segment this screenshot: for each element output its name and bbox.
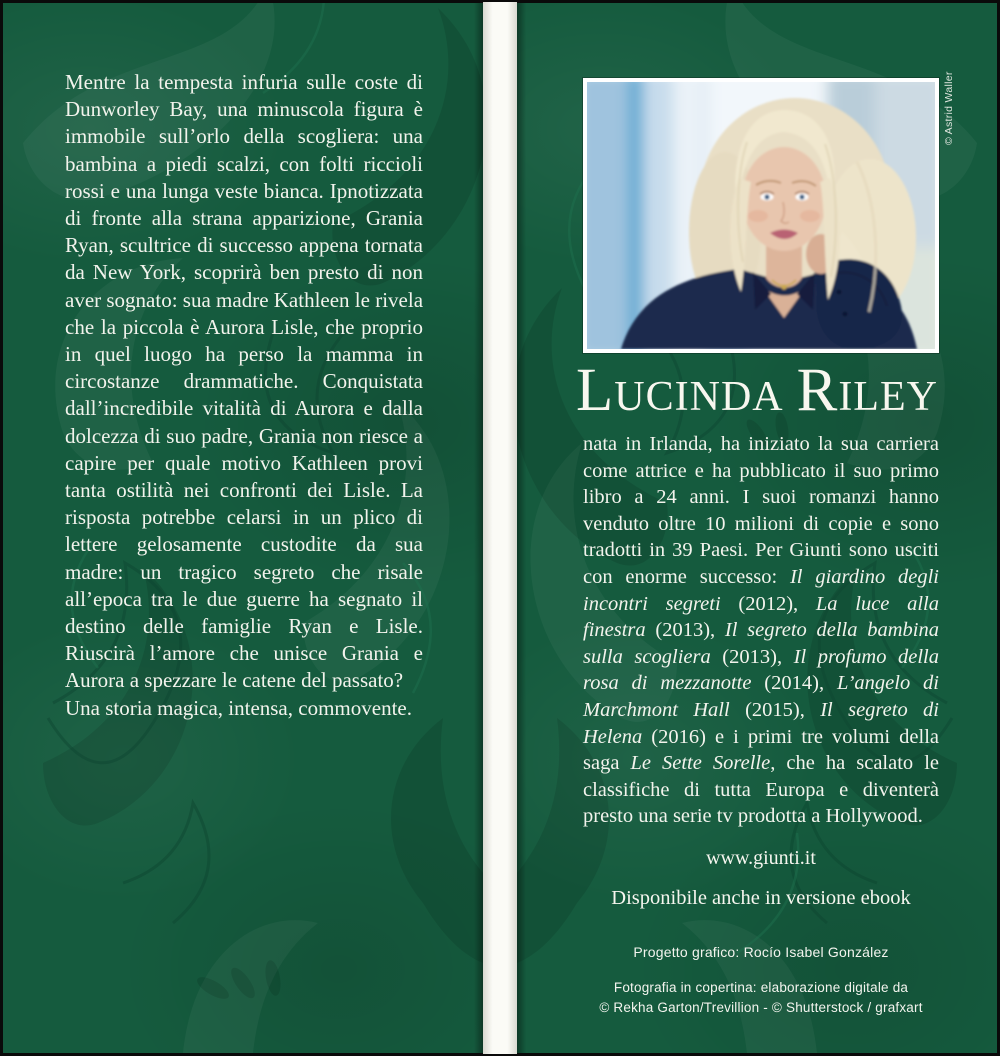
synopsis-text: Mentre la tempesta infuria sulle coste di Dunworley Bay, una minuscola figura è immobile sull’orlo della scogliera: una bambina a piedi scalzi, con folti riccioli rossi e una lunga veste bianca. Ipnotizzata di fronte alla strana apparizione, Grania Ryan, scultrice di successo appena tornata da New York, scoprirà ben presto di non aver sognato: sua madre Kathleen le rivela che la piccola è Aurora Lisle, che proprio in quel luogo ha perso la mamma in circostanze drammatiche. Conquistata dall’incredibile vitalità di Aurora e dalla dolcezza di suo padre, Grania non riesce a capire per quale motivo Kathleen provi tanta ostilità nei confronti dei Lisle. La risposta potrebbe celarsi in un plico di lettere gelosamente custodite da sua madre: un tragico segreto che risale all’epoca tra le due guerre ha segnato il destino delle famiglie Ryan e Lisle. Riuscirà l’amore che unisce Grania e Aurora a spezzare le catene del passato? — [65, 70, 424, 693]
photo-credit — [943, 71, 957, 159]
author-name: LUCINDA RILEY — [576, 357, 938, 424]
author-photo — [583, 78, 939, 353]
photo-credit-text: © Astrid Waller — [943, 71, 955, 145]
publisher-website: www.giunti.it — [706, 847, 816, 869]
synopsis-block — [65, 69, 423, 722]
author-name-initial: R — [796, 357, 839, 424]
author-bio: nata in Irlanda, ha iniziato la sua carriera come attrice e ha pubblicato il suo primo libro a 24 anni. I suoi romanzi hanno venduto oltre 10 milioni di copie e sono tradotti in 39 Paesi. Per Giunti sono usciti con enorme successo: Il giardino degli incontri segreti (2012), La luce alla finestra (2013), Il segreto della bambina sulla scogliera (2013), Il profumo della rosa di mezzanotte (2014), L’angelo di Marchmont Hall (2015), Il segreto di Helena (2016) e i primi tre volumi della saga Le Sette Sorelle, che ha scalato le classifiche di tutta Europa e diventerà presto una serie tv prodotta a Hollywood. — [583, 433, 940, 828]
spine-gap — [483, 2, 517, 1054]
ebook-note: Disponibile anche in versione ebook — [611, 887, 911, 909]
closing-line: Una storia magica, intensa, commovente. — [65, 695, 412, 720]
cover-photo-credit: Fotografia in copertina: elaborazione digitale da © Rekha Garton/Trevillion - © Shutterstock / grafxart — [599, 980, 923, 1015]
author-name-initial: L — [576, 357, 615, 424]
right-flap — [517, 3, 997, 1053]
left-flap — [3, 3, 483, 1053]
design-credit: Progetto grafico: Rocío Isabel González — [633, 944, 889, 960]
